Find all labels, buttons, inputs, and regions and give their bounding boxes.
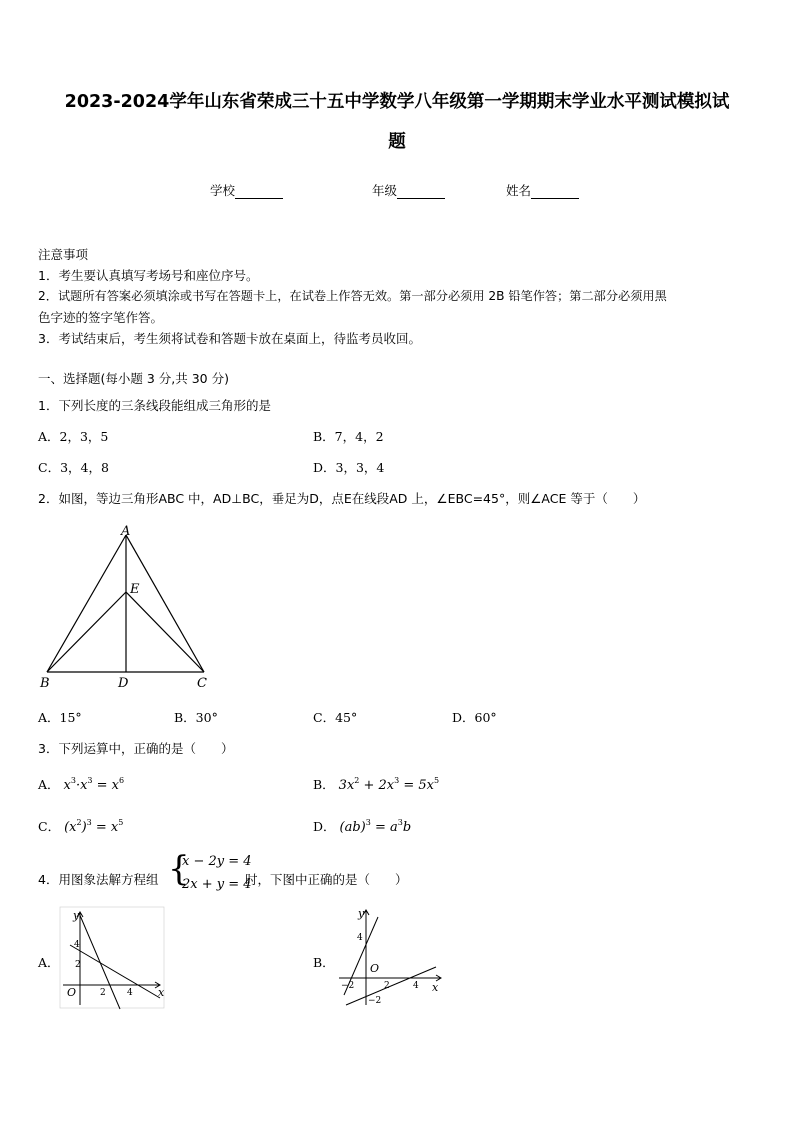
q4-option-a-letter: A．: [38, 955, 60, 970]
q2-option-c: C．45°: [313, 710, 358, 725]
section-heading: 一、选择题(每小题 3 分,共 30 分): [38, 371, 229, 386]
svg-text:2: 2: [75, 960, 81, 970]
q3-option-c: C． $(x^2)^3 = x^5$: [38, 818, 124, 835]
svg-text:y: y: [73, 909, 80, 922]
q3-option-a: A． $x^3\cdot x^3 = x^6$: [38, 776, 125, 793]
notes-item: 2．试题所有答案必须填涂或书写在答题卡上，在试卷上作答无效。第一部分必须用 2B 铅笔作答；第二部分必须用黑: [38, 289, 667, 303]
q1-option-c: C．3，4，8: [38, 460, 109, 475]
notes-item: 1．考生要认真填写考场号和座位序号。: [38, 268, 259, 283]
question-4-stem-after: 时，下图中正确的是（ ）: [245, 872, 408, 887]
graph-b: [336, 905, 448, 1010]
q3-option-d: D． $(ab)^3 = a^3b$: [313, 818, 412, 835]
svg-text:O: O: [67, 986, 77, 999]
svg-text:4: 4: [127, 988, 133, 998]
label-b: B: [40, 676, 50, 691]
name-label: 姓名: [506, 183, 532, 198]
q1-option-d: D．3，3，4: [313, 460, 385, 475]
svg-text:2: 2: [100, 988, 106, 998]
notes-item: 3．考试结束后，考生须将试卷和答题卡放在桌面上，待监考员收回。: [38, 331, 421, 346]
school-label: 学校: [210, 183, 236, 198]
svg-text:x: x: [158, 986, 165, 999]
question-3-stem: 3．下列运算中，正确的是（ ）: [38, 741, 234, 756]
q4-option-b-letter: B．: [313, 955, 335, 970]
svg-text:−2: −2: [368, 996, 382, 1006]
page-title-line2: 题: [388, 132, 406, 152]
svg-text:2: 2: [384, 981, 390, 991]
school-blank: [235, 186, 283, 199]
q2-option-d: D．60°: [452, 710, 497, 725]
svg-text:4: 4: [74, 940, 80, 950]
q2-option-b: B．30°: [174, 710, 218, 725]
grade-blank: [397, 186, 445, 199]
graph-a-line-1: [70, 945, 160, 998]
system-brace: {: [168, 849, 190, 889]
svg-text:4: 4: [413, 981, 419, 991]
notes-item: 色字迹的签字笔作答。: [38, 310, 164, 325]
equation-2: 2x + y = 4: [182, 877, 252, 892]
name-field: [506, 181, 579, 199]
grade-label: 年级: [372, 183, 398, 198]
equation-1: x − 2y = 4: [182, 854, 252, 869]
svg-text:O: O: [370, 962, 380, 975]
question-2-stem: 2．如图，等边三角形ABC 中，AD⊥BC，垂足为D，点E在线段AD 上，∠EBC=45°，则∠ACE 等于（ ）: [38, 491, 646, 506]
svg-text:x: x: [432, 981, 439, 994]
svg-text:y: y: [358, 907, 365, 920]
q1-option-a: A．2，3，5: [38, 429, 109, 444]
svg-text:4: 4: [357, 933, 363, 943]
svg-text:−2: −2: [341, 981, 355, 991]
page-title-line1: 2023-2024学年山东省荣成三十五中学数学八年级第一学期期末学业水平测试模拟试: [64, 92, 730, 112]
notes-heading: 注意事项: [38, 247, 89, 262]
q2-option-a: A．15°: [38, 710, 82, 725]
triangle-figure: [30, 520, 220, 695]
grade-field: [372, 181, 445, 199]
label-a: A: [121, 524, 131, 539]
graph-a: [58, 905, 168, 1010]
label-e: E: [130, 582, 140, 597]
graph-b-line-1: [346, 967, 436, 1005]
name-blank: [531, 186, 579, 199]
question-1-stem: 1．下列长度的三条线段能组成三角形的是: [38, 398, 271, 413]
school-field: [210, 181, 283, 199]
q3-option-b: B． $3x^2 + 2x^3 = 5x^5$: [313, 776, 440, 793]
q1-option-b: B．7，4，2: [313, 429, 384, 444]
label-d: D: [118, 676, 129, 691]
label-c: C: [197, 676, 207, 691]
question-4-stem-before: 4．用图象法解方程组: [38, 872, 159, 887]
